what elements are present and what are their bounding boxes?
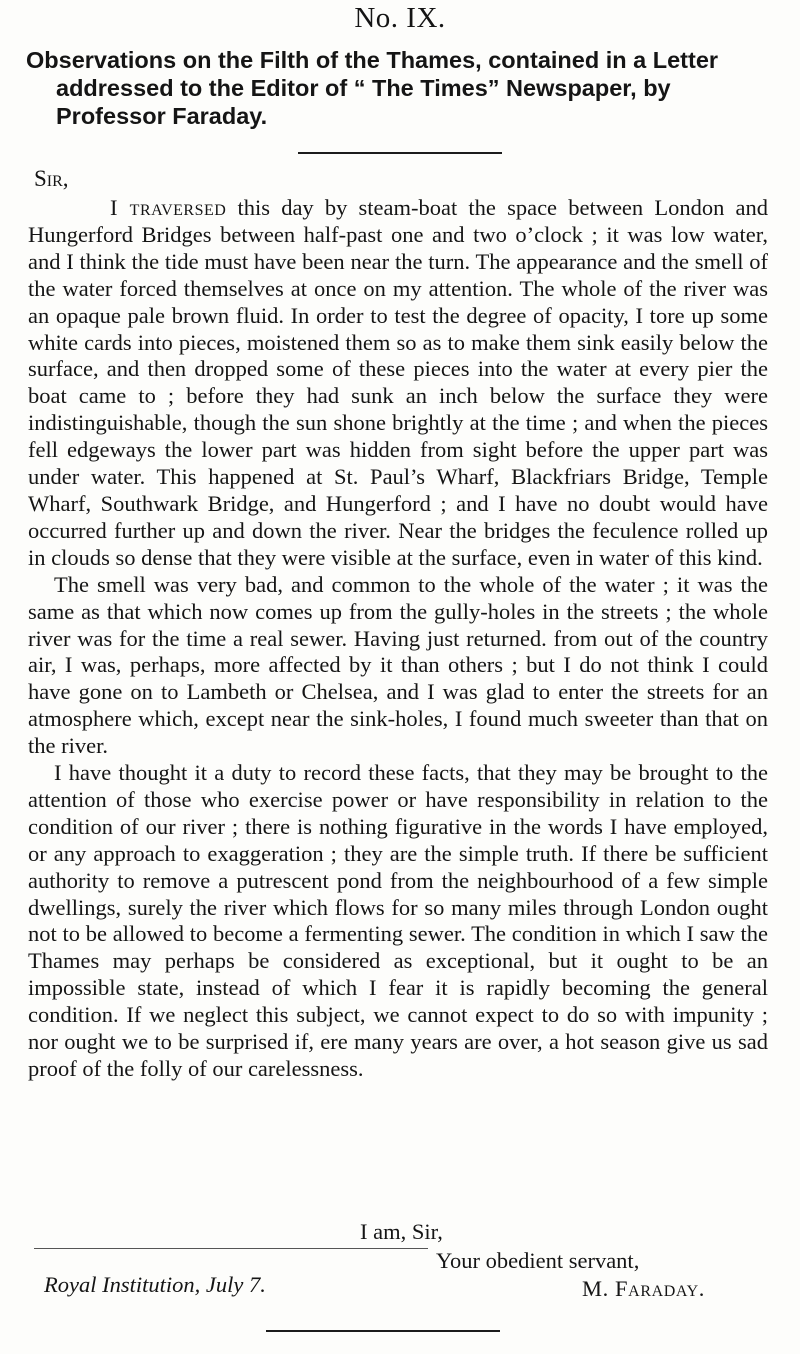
title-line-3: Professor Faraday. bbox=[56, 103, 268, 129]
end-divider bbox=[266, 1330, 500, 1332]
document-number: No. IX. bbox=[354, 2, 446, 34]
salutation: Sir, bbox=[34, 166, 69, 191]
paragraph-1-lead: I traversed bbox=[110, 195, 227, 220]
paragraph-1-text: this day by steam-boat the space between London and Hungerford Bridges between half-past one and two o’clock ; it was low water, and I think the tide must have been near the turn. The appearance and the smell of the water forced themselves at once on my attention. The whole of the river was an opaque pale brown fluid. In order to test the degree of opacity, I tore up some white cards into pieces, moistened them so as to make them sink easily below the surface, and then dropped some of these pieces into the water at every pier the boat came to ; before they had sunk an inch below the surface they were indistinguishable, though the sun shone brightly at the time ; and when the pieces fell edgeways the lower part was hidden from sight before the upper part was under water. This happened at St. Paul’s Wharf, Blackfriars Bridge, Temple Wharf, Southwark Bridge, and Hungerford ; and I have no doubt would have occurred further up and down the river. Near the bridges the feculence rolled up in clouds so dense that they were visible at the surface, even in water of this kind. bbox=[28, 195, 768, 570]
document-title bbox=[26, 46, 772, 130]
title-line-2: addressed to the Editor of “ The Times” Newspaper, by bbox=[56, 75, 671, 101]
paragraph-2: The smell was very bad, and common to the whole of the water ; it was the same as that which now comes up from the gully-holes in the streets ; the whole river was for the time a real sewer. Having just returned. from out of the country air, I was, perhaps, more affected by it than others ; but I do not think I could have gone on to Lambeth or Chelsea, and I was glad to enter the streets for an atmosphere which, except near the sink-holes, I found much sweeter than that on the river. bbox=[28, 571, 768, 759]
letter-body bbox=[28, 195, 768, 1083]
signature-divider bbox=[34, 1248, 428, 1249]
paragraph-1 bbox=[28, 195, 768, 572]
complimentary-close: Your obedient servant, bbox=[436, 1248, 640, 1273]
signature: M. Faraday. bbox=[582, 1276, 705, 1301]
paragraph-3: I have thought it a duty to record these facts, that they may be brought to the attention of those who exercise power or have responsibility in relation to the condition of our river ; there is nothing figurative in the words I have employed, or any approach to exaggeration ; they are the simple truth. If there be sufficient authority to remove a putrescent pond from the neighbourhood of a few simple dwellings, surely the river which flows for so many miles through London ought not to be allowed to become a fermenting sewer. The condition in which I saw the Thames may perhaps be considered as exceptional, but it ought to be an impossible state, instead of which I fear it is rapidly becoming the general condition. If we neglect this subject, we cannot expect to do so with impunity ; nor ought we to be surprised if, ere many years are over, a hot season give us sad proof of the folly of our carelessness. bbox=[28, 760, 768, 1081]
title-divider bbox=[298, 152, 502, 154]
closing: I am, Sir, bbox=[360, 1219, 443, 1244]
place-date: Royal Institution, July 7. bbox=[44, 1272, 266, 1297]
title-line-1: Observations on the Filth of the Thames, contained in a Letter bbox=[26, 47, 719, 73]
